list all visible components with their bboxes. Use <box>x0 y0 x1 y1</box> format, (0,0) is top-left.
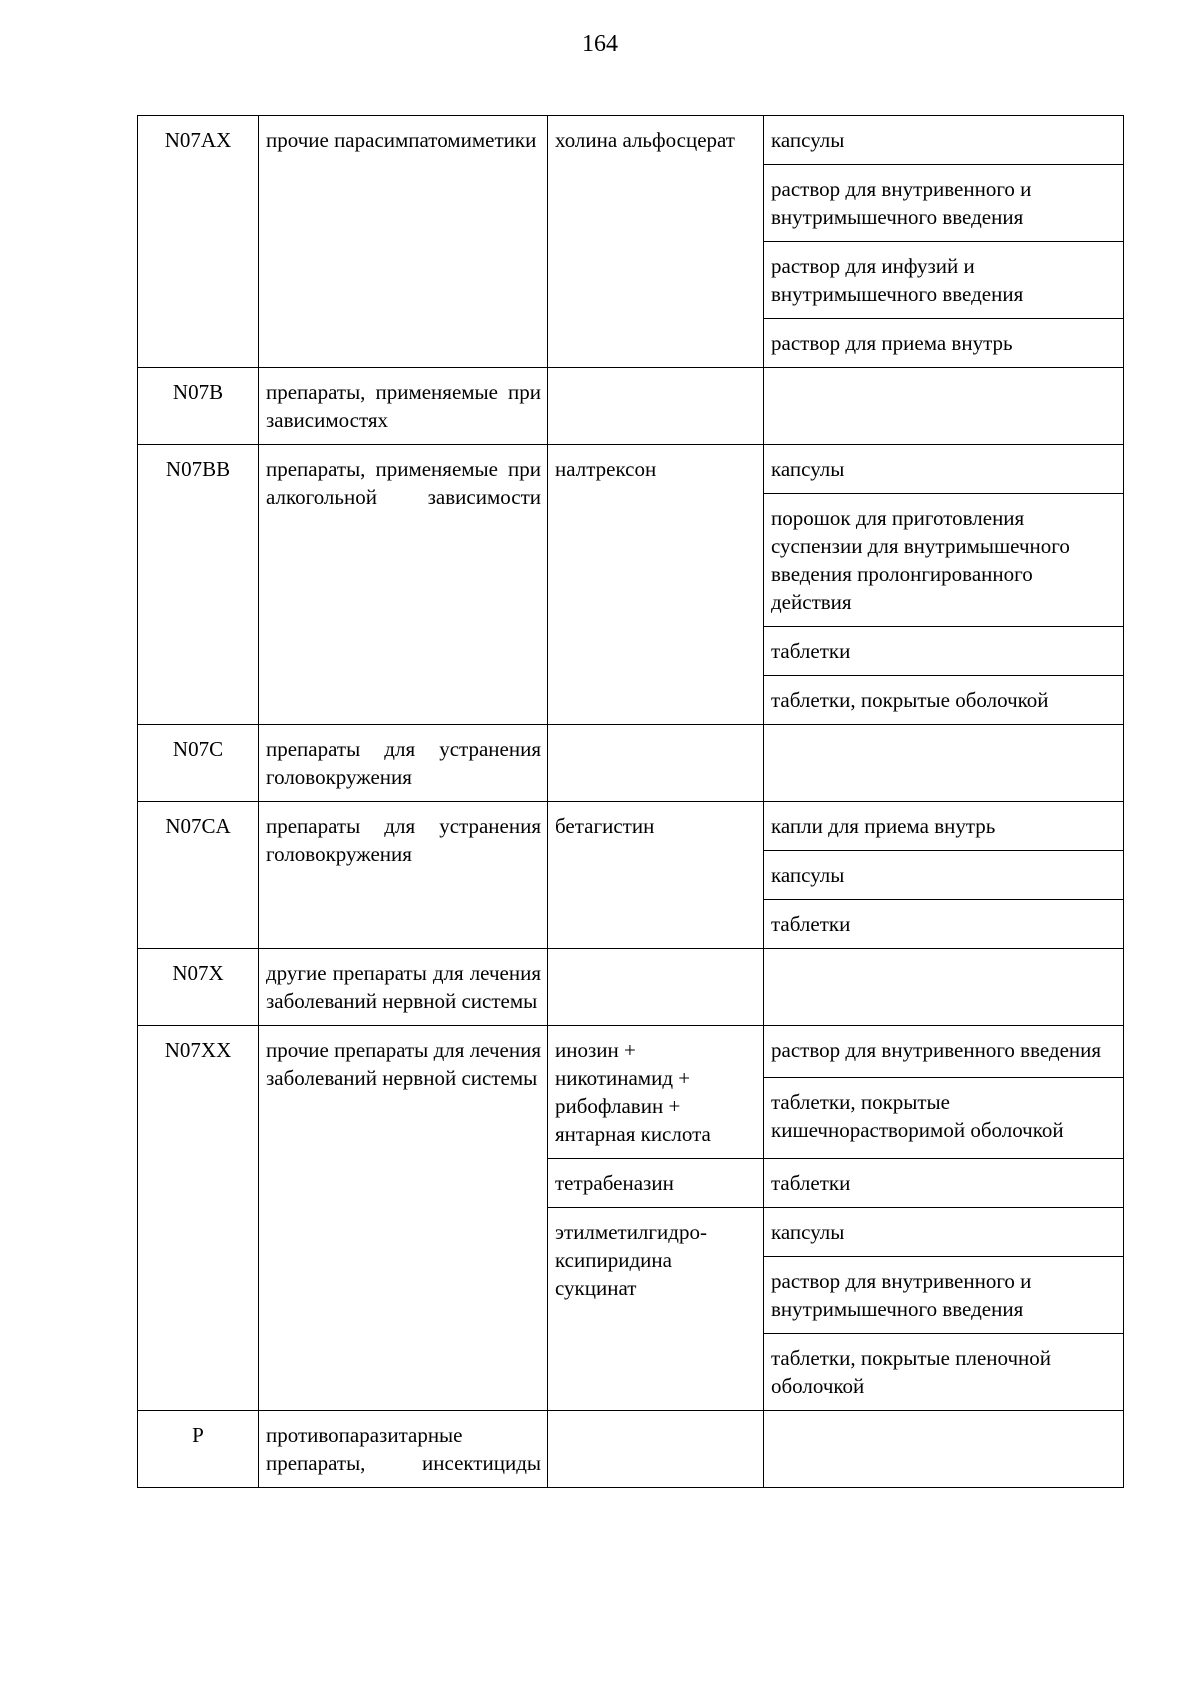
dosage-form: капсулы <box>764 445 1124 494</box>
atc-group <box>259 1411 548 1488</box>
atc-code: N07CA <box>138 802 259 949</box>
atc-code: N07C <box>138 725 259 802</box>
atc-group: прочие препараты для лечения заболеваний нервной системы <box>259 1026 548 1411</box>
inn-name: тетрабеназин <box>548 1159 764 1208</box>
atc-group: препараты для устранения головокружения <box>259 802 548 949</box>
table-row <box>138 1026 1124 1078</box>
dosage-form: раствор для внутривенного и внутримышечного введения <box>764 165 1124 242</box>
inn-name <box>548 725 764 802</box>
atc-code: P <box>138 1411 259 1488</box>
dosage-form <box>764 368 1124 445</box>
atc-code: N07X <box>138 949 259 1026</box>
atc-code: N07XX <box>138 1026 259 1411</box>
drug-table <box>137 115 1124 1488</box>
dosage-form: капсулы <box>764 116 1124 165</box>
atc-code: N07B <box>138 368 259 445</box>
dosage-form: таблетки <box>764 1159 1124 1208</box>
dosage-form: таблетки <box>764 900 1124 949</box>
atc-group: прочие парасимпатомиметики <box>259 116 548 368</box>
dosage-form: капли для приема внутрь <box>764 802 1124 851</box>
dosage-form: капсулы <box>764 1208 1124 1257</box>
inn-name <box>548 1411 764 1488</box>
atc-code: N07AX <box>138 116 259 368</box>
table-row <box>138 802 1124 851</box>
dosage-form: раствор для внутривенного и внутримышечного введения <box>764 1257 1124 1334</box>
inn-name: бетагистин <box>548 802 764 949</box>
dosage-form <box>764 1411 1124 1488</box>
atc-group <box>259 445 548 725</box>
inn-name: этилметилгидро-ксипиридина сукцинат <box>548 1208 764 1411</box>
table-row <box>138 445 1124 494</box>
inn-name: налтрексон <box>548 445 764 725</box>
inn-name <box>548 949 764 1026</box>
atc-group: другие препараты для лечения заболеваний нервной системы <box>259 949 548 1026</box>
inn-name <box>548 368 764 445</box>
table-row <box>138 368 1124 445</box>
dosage-form: таблетки, покрытые оболочкой <box>764 676 1124 725</box>
table-row <box>138 1411 1124 1488</box>
atc-group-text: препараты, применяемые при алкогольной зависимости <box>266 457 541 509</box>
table-row <box>138 949 1124 1026</box>
atc-group: препараты, применяемые при зависимостях <box>259 368 548 445</box>
inn-name: холина альфосцерат <box>548 116 764 368</box>
dosage-form: порошок для приготовления суспензии для внутримышечного введения пролонгированного действия <box>764 494 1124 627</box>
inn-name: инозин + никотинамид + рибофлавин + янтарная кислота <box>548 1026 764 1159</box>
page-number: 164 <box>582 31 618 57</box>
table-row <box>138 725 1124 802</box>
dosage-form: таблетки, покрытые пленочной оболочкой <box>764 1334 1124 1411</box>
atc-group-text: противопаразитарные препараты, инсектициды <box>266 1423 541 1475</box>
atc-code: N07BB <box>138 445 259 725</box>
dosage-form: таблетки, покрытые кишечнорастворимой оболочкой <box>764 1077 1124 1158</box>
dosage-form: раствор для инфузий и внутримышечного введения <box>764 242 1124 319</box>
dosage-form: раствор для приема внутрь <box>764 319 1124 368</box>
dosage-form: капсулы <box>764 851 1124 900</box>
dosage-form: раствор для внутривенного введения <box>764 1026 1124 1078</box>
table-row <box>138 116 1124 165</box>
dosage-form <box>764 725 1124 802</box>
atc-group: препараты для устранения головокружения <box>259 725 548 802</box>
dosage-form <box>764 949 1124 1026</box>
dosage-form: таблетки <box>764 627 1124 676</box>
